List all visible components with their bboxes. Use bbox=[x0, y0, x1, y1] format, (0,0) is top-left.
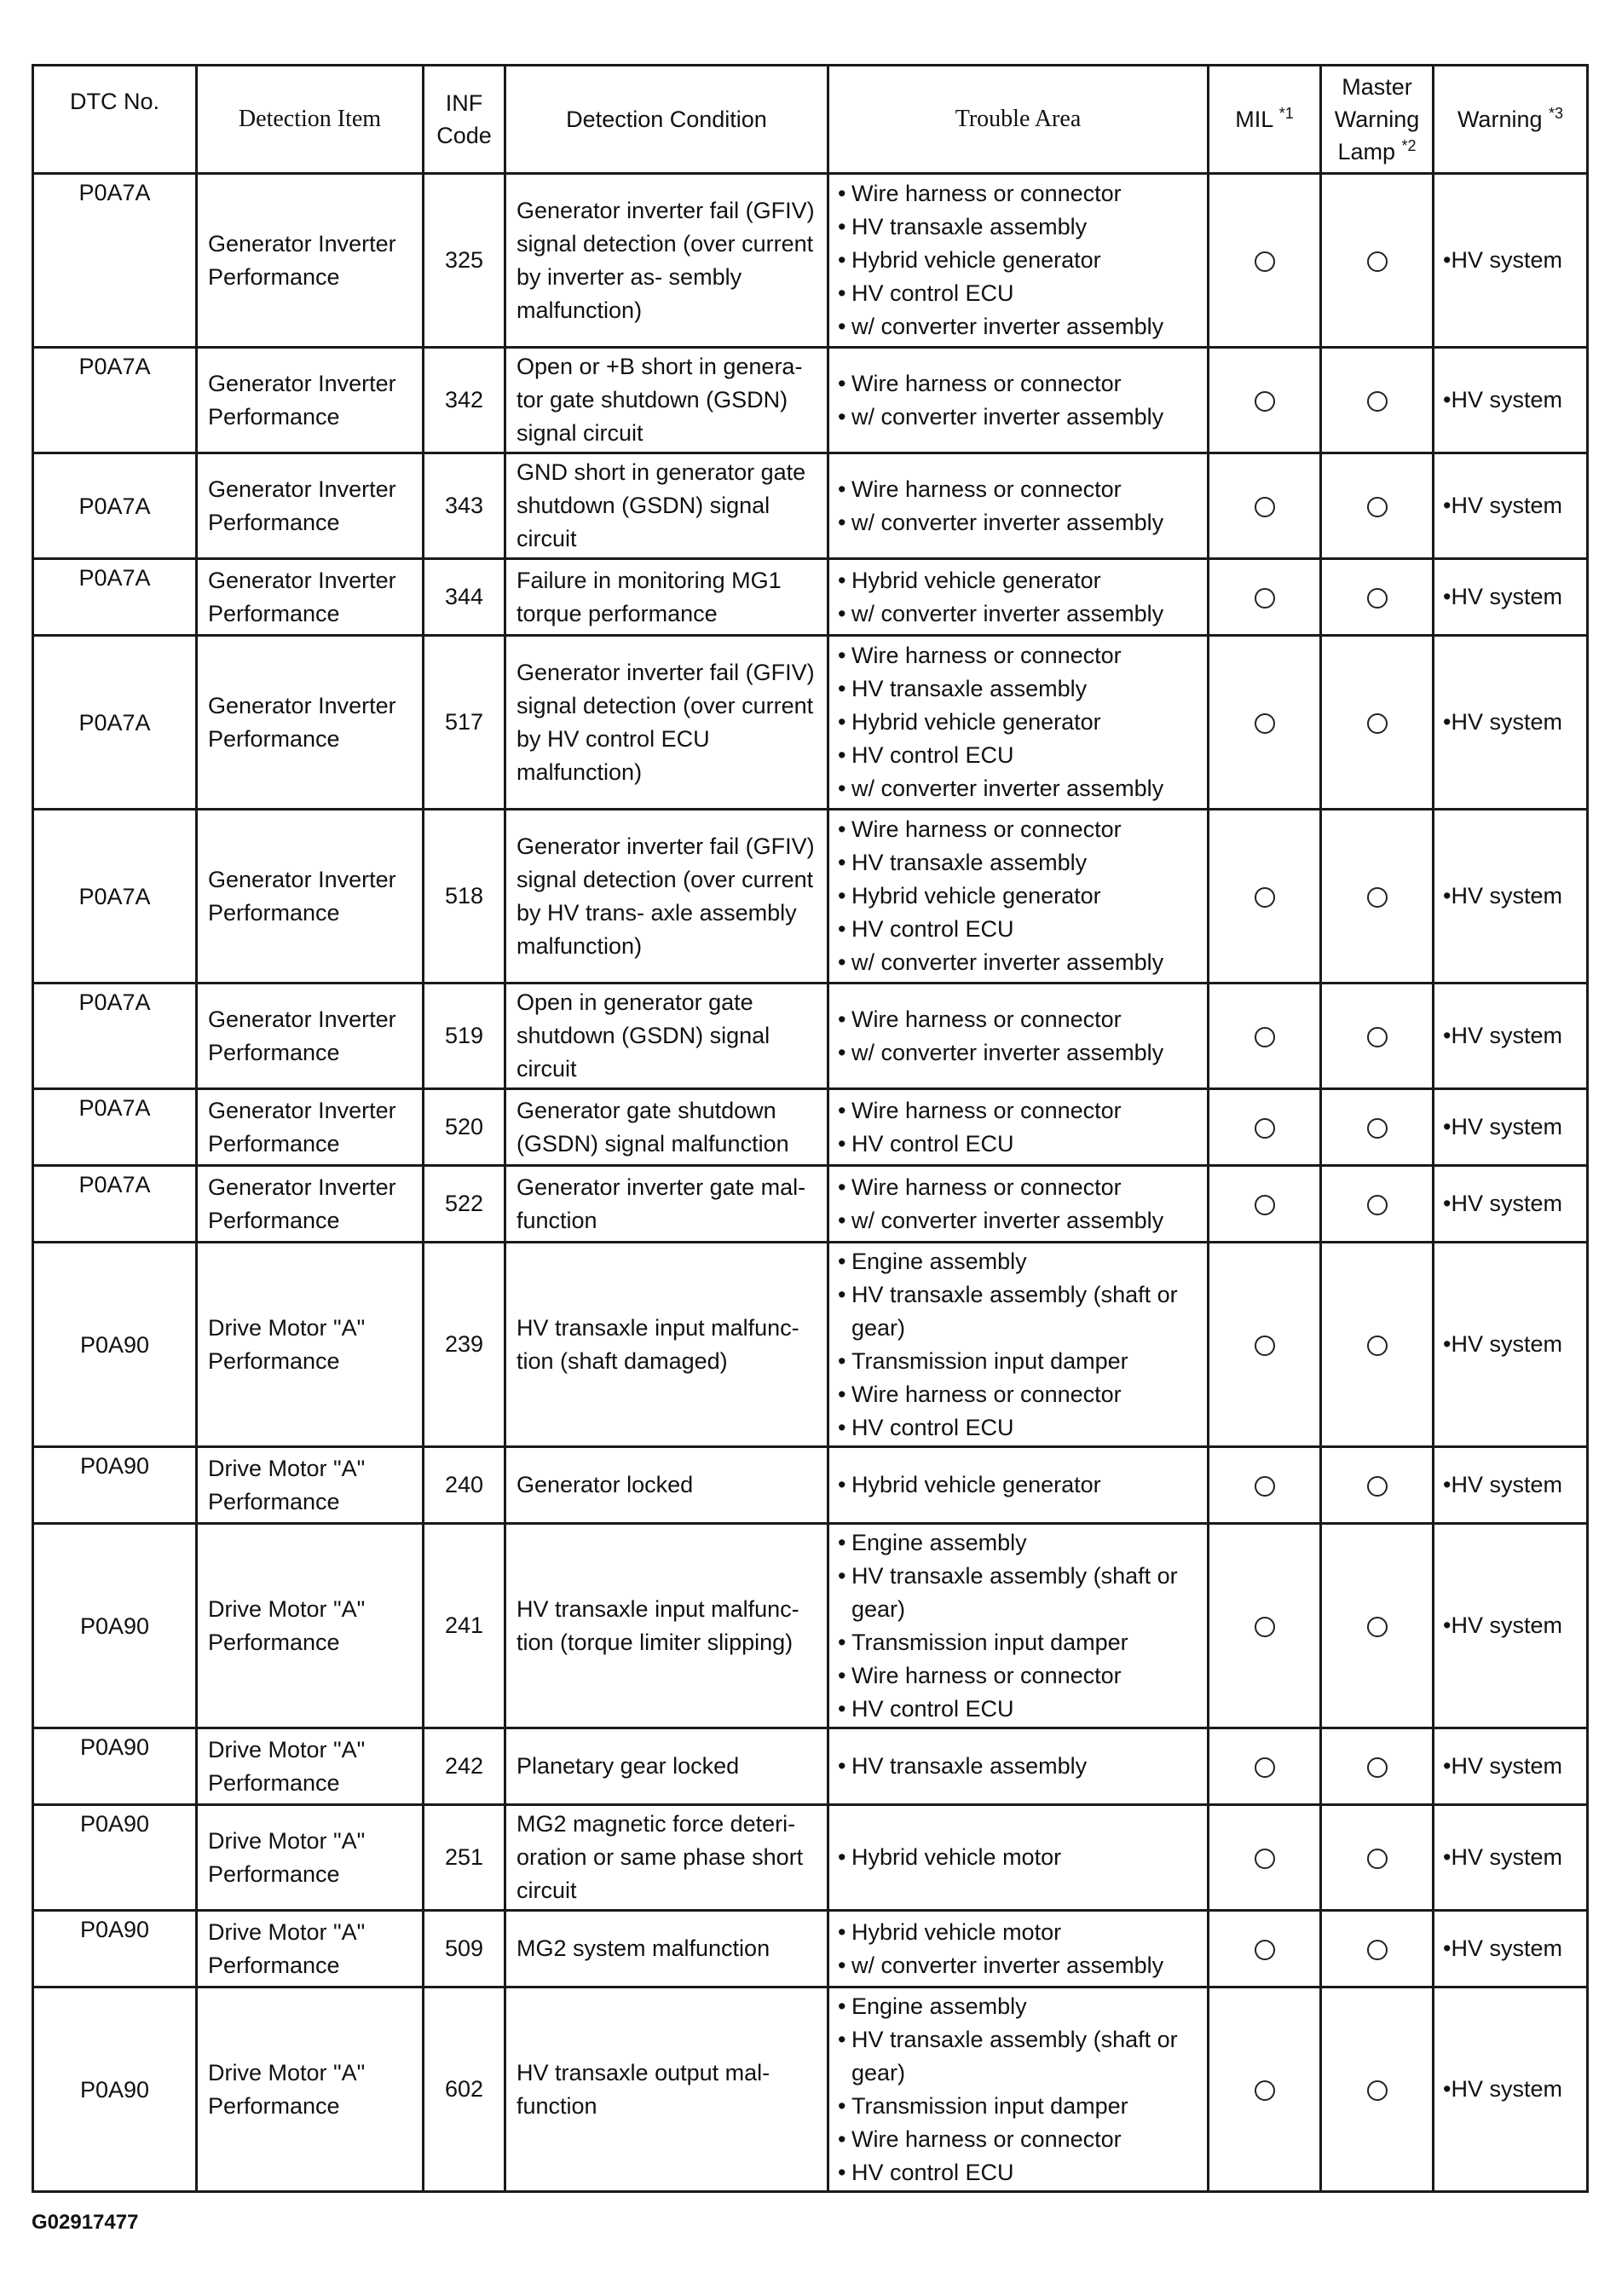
circle-mark-icon bbox=[1255, 588, 1275, 609]
warning-cell bbox=[1434, 636, 1588, 810]
inf-code-cell: 518 bbox=[424, 810, 505, 984]
detection-condition-cell: Planetary gear locked bbox=[505, 1728, 828, 1805]
trouble-area-list bbox=[838, 639, 1200, 805]
inf-code-cell: 517 bbox=[424, 636, 505, 810]
trouble-area-cell bbox=[828, 1805, 1209, 1911]
detection-condition-cell: MG2 system malfunction bbox=[505, 1911, 828, 1987]
detection-condition-cell: MG2 magnetic force deteri- oration or same phase short circuit bbox=[505, 1805, 828, 1911]
detection-condition-cell: HV transaxle input malfunc- tion (torque limiter slipping) bbox=[505, 1524, 828, 1728]
trouble-area-cell bbox=[828, 1524, 1209, 1728]
detection-item-cell: Drive Motor "A" Performance bbox=[197, 1987, 424, 2192]
dtc-number-cell: P0A7A bbox=[33, 1166, 197, 1243]
master-warning-cell bbox=[1321, 174, 1434, 348]
mil-cell bbox=[1209, 1089, 1321, 1166]
trouble-area-cell bbox=[828, 1243, 1209, 1447]
detection-condition-cell: HV transaxle output mal- function bbox=[505, 1987, 828, 2192]
master-warning-cell bbox=[1321, 453, 1434, 559]
trouble-area-item: • Wire harness or connector bbox=[838, 639, 1200, 672]
circle-mark-icon bbox=[1367, 391, 1388, 412]
header-inf-code: INF Code bbox=[424, 66, 505, 174]
bullet-icon: • bbox=[1443, 1023, 1452, 1048]
circle-mark-icon bbox=[1367, 713, 1388, 734]
footnote-mark: *1 bbox=[1278, 105, 1294, 122]
warning-cell bbox=[1434, 1911, 1588, 1987]
bullet-icon: • bbox=[1443, 1844, 1452, 1870]
inf-code-cell: 522 bbox=[424, 1166, 505, 1243]
dtc-table bbox=[32, 64, 1589, 2193]
detection-item-cell: Drive Motor "A" Performance bbox=[197, 1243, 424, 1447]
trouble-area-cell bbox=[828, 453, 1209, 559]
mil-cell bbox=[1209, 1728, 1321, 1805]
circle-mark-icon bbox=[1255, 1617, 1275, 1637]
trouble-area-list bbox=[838, 1841, 1200, 1874]
trouble-area-list bbox=[838, 564, 1200, 631]
master-warning-cell bbox=[1321, 559, 1434, 636]
trouble-area-item: • w/ converter inverter assembly bbox=[838, 1036, 1200, 1070]
master-warning-cell bbox=[1321, 1728, 1434, 1805]
master-warning-cell bbox=[1321, 1447, 1434, 1524]
dtc-number-cell: P0A90 bbox=[33, 1728, 197, 1805]
master-warning-cell bbox=[1321, 1089, 1434, 1166]
master-warning-cell bbox=[1321, 1805, 1434, 1911]
circle-mark-icon bbox=[1255, 1940, 1275, 1960]
circle-mark-icon bbox=[1255, 2080, 1275, 2101]
circle-mark-icon bbox=[1255, 1027, 1275, 1047]
trouble-area-cell bbox=[828, 1911, 1209, 1987]
trouble-area-list bbox=[838, 1094, 1200, 1161]
warning-cell bbox=[1434, 348, 1588, 453]
warning-cell bbox=[1434, 1524, 1588, 1728]
warning-text: HV system bbox=[1451, 1331, 1562, 1357]
trouble-area-item: • Hybrid vehicle generator bbox=[838, 880, 1200, 913]
trouble-area-list bbox=[838, 1245, 1200, 1445]
detection-condition-cell: Generator inverter fail (GFIV) signal detection (over current by inverter as- sembly malfunction) bbox=[505, 174, 828, 348]
trouble-area-item: • Wire harness or connector bbox=[838, 1171, 1200, 1204]
detection-item-cell: Drive Motor "A" Performance bbox=[197, 1524, 424, 1728]
detection-item-cell: Generator Inverter Performance bbox=[197, 453, 424, 559]
trouble-area-item: • Engine assembly bbox=[838, 1526, 1200, 1560]
bullet-icon: • bbox=[1443, 1114, 1452, 1139]
trouble-area-item: • Wire harness or connector bbox=[838, 1378, 1200, 1411]
dtc-number-cell: P0A90 bbox=[33, 1911, 197, 1987]
warning-cell bbox=[1434, 984, 1588, 1089]
table-row bbox=[33, 1243, 1588, 1447]
master-warning-cell bbox=[1321, 1243, 1434, 1447]
table-row bbox=[33, 453, 1588, 559]
table-row bbox=[33, 1805, 1588, 1911]
trouble-area-item: • HV transaxle assembly bbox=[838, 846, 1200, 880]
trouble-area-cell bbox=[828, 348, 1209, 453]
trouble-area-item: • HV transaxle assembly (shaft or gear) bbox=[838, 1560, 1200, 1626]
table-row bbox=[33, 1728, 1588, 1805]
dtc-number-cell: P0A7A bbox=[33, 348, 197, 453]
trouble-area-item: • Hybrid vehicle motor bbox=[838, 1916, 1200, 1949]
trouble-area-item: • w/ converter inverter assembly bbox=[838, 772, 1200, 805]
header-mil: MIL $^{*1}$ bbox=[1209, 66, 1321, 174]
bullet-icon: • bbox=[1443, 1472, 1452, 1497]
trouble-area-list bbox=[838, 1990, 1200, 2189]
bullet-icon: • bbox=[1443, 883, 1452, 909]
trouble-area-list bbox=[838, 1171, 1200, 1237]
detection-condition-cell: GND short in generator gate shutdown (GSDN) signal circuit bbox=[505, 453, 828, 559]
trouble-area-list bbox=[838, 1003, 1200, 1070]
mil-cell bbox=[1209, 453, 1321, 559]
circle-mark-icon bbox=[1255, 251, 1275, 272]
bullet-icon: • bbox=[1443, 493, 1452, 518]
table-row bbox=[33, 984, 1588, 1089]
warning-cell bbox=[1434, 559, 1588, 636]
trouble-area-item: • w/ converter inverter assembly bbox=[838, 310, 1200, 343]
warning-text: HV system bbox=[1451, 1191, 1562, 1216]
dtc-number-cell: P0A7A bbox=[33, 1089, 197, 1166]
circle-mark-icon bbox=[1255, 391, 1275, 412]
trouble-area-item: • Hybrid vehicle generator bbox=[838, 706, 1200, 739]
trouble-area-item: • Wire harness or connector bbox=[838, 813, 1200, 846]
circle-mark-icon bbox=[1255, 1757, 1275, 1778]
inf-code-cell: 520 bbox=[424, 1089, 505, 1166]
circle-mark-icon bbox=[1367, 887, 1388, 908]
trouble-area-item: • HV transaxle assembly bbox=[838, 672, 1200, 706]
warning-cell bbox=[1434, 1805, 1588, 1911]
warning-cell bbox=[1434, 1089, 1588, 1166]
detection-condition-cell: Generator inverter fail (GFIV) signal detection (over current by HV control ECU malfunction) bbox=[505, 636, 828, 810]
footnote-mark: *3 bbox=[1549, 105, 1564, 122]
warning-text: HV system bbox=[1451, 1023, 1562, 1048]
inf-code-cell: 239 bbox=[424, 1243, 505, 1447]
circle-mark-icon bbox=[1255, 887, 1275, 908]
inf-code-cell: 242 bbox=[424, 1728, 505, 1805]
circle-mark-icon bbox=[1367, 1757, 1388, 1778]
trouble-area-list bbox=[838, 1526, 1200, 1726]
warning-cell bbox=[1434, 1447, 1588, 1524]
circle-mark-icon bbox=[1255, 1118, 1275, 1139]
trouble-area-item: • w/ converter inverter assembly bbox=[838, 597, 1200, 631]
header-detection-condition: Detection Condition bbox=[505, 66, 828, 174]
inf-code-cell: 240 bbox=[424, 1447, 505, 1524]
trouble-area-cell bbox=[828, 1728, 1209, 1805]
trouble-area-list bbox=[838, 1916, 1200, 1982]
inf-code-cell: 602 bbox=[424, 1987, 505, 2192]
dtc-number-cell: P0A90 bbox=[33, 1243, 197, 1447]
detection-item-cell: Drive Motor "A" Performance bbox=[197, 1447, 424, 1524]
bullet-icon: • bbox=[1443, 1612, 1452, 1638]
trouble-area-item: • Wire harness or connector bbox=[838, 177, 1200, 211]
circle-mark-icon bbox=[1367, 497, 1388, 517]
trouble-area-item: • Transmission input damper bbox=[838, 1626, 1200, 1659]
trouble-area-cell bbox=[828, 1987, 1209, 2192]
table-row bbox=[33, 348, 1588, 453]
warning-cell bbox=[1434, 1243, 1588, 1447]
trouble-area-item: • HV control ECU bbox=[838, 739, 1200, 772]
dtc-number-cell: P0A7A bbox=[33, 810, 197, 984]
master-warning-cell bbox=[1321, 1166, 1434, 1243]
master-warning-cell bbox=[1321, 1524, 1434, 1728]
detection-condition-cell: Generator gate shutdown (GSDN) signal malfunction bbox=[505, 1089, 828, 1166]
circle-mark-icon bbox=[1367, 1027, 1388, 1047]
trouble-area-list bbox=[838, 177, 1200, 343]
trouble-area-item: • Wire harness or connector bbox=[838, 1094, 1200, 1128]
mil-cell bbox=[1209, 174, 1321, 348]
table-row bbox=[33, 559, 1588, 636]
master-warning-cell bbox=[1321, 348, 1434, 453]
dtc-number-cell: P0A90 bbox=[33, 1524, 197, 1728]
trouble-area-item: • w/ converter inverter assembly bbox=[838, 1204, 1200, 1237]
circle-mark-icon bbox=[1367, 251, 1388, 272]
trouble-area-cell bbox=[828, 636, 1209, 810]
circle-mark-icon bbox=[1367, 1335, 1388, 1356]
header-master-warning-lamp: Master Warning Lamp $^{*2}$ bbox=[1321, 66, 1434, 174]
dtc-number-cell: P0A7A bbox=[33, 559, 197, 636]
trouble-area-item: • w/ converter inverter assembly bbox=[838, 401, 1200, 434]
circle-mark-icon bbox=[1255, 497, 1275, 517]
table-row bbox=[33, 174, 1588, 348]
trouble-area-cell bbox=[828, 1089, 1209, 1166]
trouble-area-item: • Engine assembly bbox=[838, 1245, 1200, 1278]
dtc-number-cell: P0A7A bbox=[33, 453, 197, 559]
trouble-area-item: • HV control ECU bbox=[838, 277, 1200, 310]
trouble-area-item: • w/ converter inverter assembly bbox=[838, 1949, 1200, 1982]
trouble-area-item: • Hybrid vehicle motor bbox=[838, 1841, 1200, 1874]
circle-mark-icon bbox=[1367, 2080, 1388, 2101]
bullet-icon: • bbox=[1443, 1331, 1452, 1357]
detection-item-cell: Drive Motor "A" Performance bbox=[197, 1911, 424, 1987]
trouble-area-item: • Hybrid vehicle generator bbox=[838, 1468, 1200, 1502]
table-row bbox=[33, 1089, 1588, 1166]
trouble-area-list bbox=[838, 367, 1200, 434]
trouble-area-item: • w/ converter inverter assembly bbox=[838, 946, 1200, 979]
trouble-area-item: • Transmission input damper bbox=[838, 2090, 1200, 2123]
warning-text: HV system bbox=[1451, 1844, 1562, 1870]
detection-condition-cell: Generator locked bbox=[505, 1447, 828, 1524]
circle-mark-icon bbox=[1367, 1617, 1388, 1637]
trouble-area-list bbox=[838, 1750, 1200, 1783]
trouble-area-item: • HV control ECU bbox=[838, 2156, 1200, 2189]
circle-mark-icon bbox=[1367, 1849, 1388, 1869]
mil-cell bbox=[1209, 636, 1321, 810]
detection-condition-cell: Open in generator gate shutdown (GSDN) signal circuit bbox=[505, 984, 828, 1089]
warning-text: HV system bbox=[1451, 1935, 1562, 1961]
detection-item-cell: Generator Inverter Performance bbox=[197, 984, 424, 1089]
footnote-mark: *2 bbox=[1401, 137, 1417, 154]
inf-code-cell: 509 bbox=[424, 1911, 505, 1987]
mil-cell bbox=[1209, 348, 1321, 453]
trouble-area-item: • HV control ECU bbox=[838, 1693, 1200, 1726]
mil-cell bbox=[1209, 1243, 1321, 1447]
table-row bbox=[33, 1911, 1588, 1987]
circle-mark-icon bbox=[1367, 1940, 1388, 1960]
warning-text: HV system bbox=[1451, 709, 1562, 735]
header-trouble-area: Trouble Area bbox=[828, 66, 1209, 174]
detection-item-cell: Generator Inverter Performance bbox=[197, 174, 424, 348]
trouble-area-item: • HV control ECU bbox=[838, 913, 1200, 946]
dtc-number-cell: P0A90 bbox=[33, 1805, 197, 1911]
inf-code-cell: 241 bbox=[424, 1524, 505, 1728]
detection-item-cell: Generator Inverter Performance bbox=[197, 559, 424, 636]
warning-text: HV system bbox=[1451, 883, 1562, 909]
circle-mark-icon bbox=[1255, 1476, 1275, 1497]
figure-id: G02917477 bbox=[32, 2211, 139, 2234]
trouble-area-cell bbox=[828, 559, 1209, 636]
detection-condition-cell: Generator inverter gate mal- function bbox=[505, 1166, 828, 1243]
mil-cell bbox=[1209, 1166, 1321, 1243]
header-row bbox=[33, 66, 1588, 174]
inf-code-cell: 342 bbox=[424, 348, 505, 453]
detection-item-cell: Generator Inverter Performance bbox=[197, 810, 424, 984]
inf-code-cell: 325 bbox=[424, 174, 505, 348]
trouble-area-item: • Wire harness or connector bbox=[838, 2123, 1200, 2156]
trouble-area-list bbox=[838, 473, 1200, 539]
trouble-area-item: • Wire harness or connector bbox=[838, 1003, 1200, 1036]
dtc-table-body bbox=[33, 174, 1588, 2192]
warning-text: HV system bbox=[1451, 1472, 1562, 1497]
header-detection-item: Detection Item bbox=[197, 66, 424, 174]
trouble-area-item: • HV transaxle assembly (shaft or gear) bbox=[838, 2023, 1200, 2090]
table-row bbox=[33, 1166, 1588, 1243]
inf-code-cell: 519 bbox=[424, 984, 505, 1089]
circle-mark-icon bbox=[1367, 1118, 1388, 1139]
mil-cell bbox=[1209, 559, 1321, 636]
circle-mark-icon bbox=[1255, 1849, 1275, 1869]
bullet-icon: • bbox=[1443, 1935, 1452, 1961]
detection-condition-cell: Open or +B short in genera- tor gate shutdown (GSDN) signal circuit bbox=[505, 348, 828, 453]
table-row bbox=[33, 636, 1588, 810]
circle-mark-icon bbox=[1367, 1195, 1388, 1215]
master-warning-cell bbox=[1321, 636, 1434, 810]
bullet-icon: • bbox=[1443, 584, 1452, 609]
mil-cell bbox=[1209, 1911, 1321, 1987]
trouble-area-item: • HV transaxle assembly (shaft or gear) bbox=[838, 1278, 1200, 1345]
bullet-icon: • bbox=[1443, 709, 1452, 735]
master-warning-cell bbox=[1321, 1987, 1434, 2192]
dtc-number-cell: P0A7A bbox=[33, 984, 197, 1089]
trouble-area-item: • HV control ECU bbox=[838, 1411, 1200, 1445]
detection-item-cell: Drive Motor "A" Performance bbox=[197, 1805, 424, 1911]
bullet-icon: • bbox=[1443, 387, 1452, 412]
circle-mark-icon bbox=[1367, 1476, 1388, 1497]
warning-cell bbox=[1434, 1987, 1588, 2192]
master-warning-cell bbox=[1321, 810, 1434, 984]
header-dtc: DTC No. bbox=[33, 66, 197, 174]
trouble-area-item: • w/ converter inverter assembly bbox=[838, 506, 1200, 539]
table-row bbox=[33, 1524, 1588, 1728]
warning-cell bbox=[1434, 1166, 1588, 1243]
detection-condition-cell: Failure in monitoring MG1 torque performance bbox=[505, 559, 828, 636]
trouble-area-cell bbox=[828, 1166, 1209, 1243]
bullet-icon: • bbox=[1443, 1753, 1452, 1779]
trouble-area-cell bbox=[828, 1447, 1209, 1524]
detection-item-cell: Generator Inverter Performance bbox=[197, 1089, 424, 1166]
trouble-area-item: • Wire harness or connector bbox=[838, 473, 1200, 506]
inf-code-cell: 344 bbox=[424, 559, 505, 636]
warning-text: HV system bbox=[1451, 1612, 1562, 1638]
mil-cell bbox=[1209, 1987, 1321, 2192]
warning-cell bbox=[1434, 453, 1588, 559]
bullet-icon: • bbox=[1443, 1191, 1452, 1216]
trouble-area-list bbox=[838, 813, 1200, 979]
warning-text: HV system bbox=[1451, 1114, 1562, 1139]
inf-code-cell: 251 bbox=[424, 1805, 505, 1911]
warning-cell bbox=[1434, 1728, 1588, 1805]
table-row bbox=[33, 810, 1588, 984]
trouble-area-item: • Transmission input damper bbox=[838, 1345, 1200, 1378]
warning-text: HV system bbox=[1451, 584, 1562, 609]
inf-code-cell: 343 bbox=[424, 453, 505, 559]
warning-text: HV system bbox=[1451, 387, 1562, 412]
mil-cell bbox=[1209, 1447, 1321, 1524]
circle-mark-icon bbox=[1255, 713, 1275, 734]
table-row bbox=[33, 1987, 1588, 2192]
dtc-number-cell: P0A7A bbox=[33, 174, 197, 348]
trouble-area-item: • Hybrid vehicle generator bbox=[838, 244, 1200, 277]
trouble-area-item: • HV transaxle assembly bbox=[838, 1750, 1200, 1783]
trouble-area-item: • Wire harness or connector bbox=[838, 1659, 1200, 1693]
trouble-area-list bbox=[838, 1468, 1200, 1502]
trouble-area-item: • Hybrid vehicle generator bbox=[838, 564, 1200, 597]
mil-cell bbox=[1209, 1524, 1321, 1728]
detection-item-cell: Generator Inverter Performance bbox=[197, 348, 424, 453]
dtc-number-cell: P0A90 bbox=[33, 1447, 197, 1524]
trouble-area-cell bbox=[828, 174, 1209, 348]
master-warning-cell bbox=[1321, 984, 1434, 1089]
circle-mark-icon bbox=[1255, 1335, 1275, 1356]
warning-text: HV system bbox=[1451, 1753, 1562, 1779]
bullet-icon: • bbox=[1443, 247, 1452, 273]
detection-item-cell: Generator Inverter Performance bbox=[197, 636, 424, 810]
mil-cell bbox=[1209, 984, 1321, 1089]
warning-text: HV system bbox=[1451, 2076, 1562, 2102]
detection-item-cell: Generator Inverter Performance bbox=[197, 1166, 424, 1243]
trouble-area-item: • Wire harness or connector bbox=[838, 367, 1200, 401]
trouble-area-item: • Engine assembly bbox=[838, 1990, 1200, 2023]
warning-text: HV system bbox=[1451, 493, 1562, 518]
warning-text: HV system bbox=[1451, 247, 1562, 273]
dtc-number-cell: P0A90 bbox=[33, 1987, 197, 2192]
circle-mark-icon bbox=[1255, 1195, 1275, 1215]
detection-item-cell: Drive Motor "A" Performance bbox=[197, 1728, 424, 1805]
warning-cell bbox=[1434, 174, 1588, 348]
trouble-area-cell bbox=[828, 810, 1209, 984]
warning-cell bbox=[1434, 810, 1588, 984]
bullet-icon: • bbox=[1443, 2076, 1452, 2102]
dtc-number-cell: P0A7A bbox=[33, 636, 197, 810]
detection-condition-cell: Generator inverter fail (GFIV) signal detection (over current by HV trans- axle assembly malfunction) bbox=[505, 810, 828, 984]
trouble-area-cell bbox=[828, 984, 1209, 1089]
mil-cell bbox=[1209, 1805, 1321, 1911]
trouble-area-item: • HV control ECU bbox=[838, 1128, 1200, 1161]
trouble-area-item: • HV transaxle assembly bbox=[838, 211, 1200, 244]
mil-cell bbox=[1209, 810, 1321, 984]
circle-mark-icon bbox=[1367, 588, 1388, 609]
detection-condition-cell: HV transaxle input malfunc- tion (shaft damaged) bbox=[505, 1243, 828, 1447]
master-warning-cell bbox=[1321, 1911, 1434, 1987]
table-row bbox=[33, 1447, 1588, 1524]
header-warning: Warning $^{*3}$ bbox=[1434, 66, 1588, 174]
